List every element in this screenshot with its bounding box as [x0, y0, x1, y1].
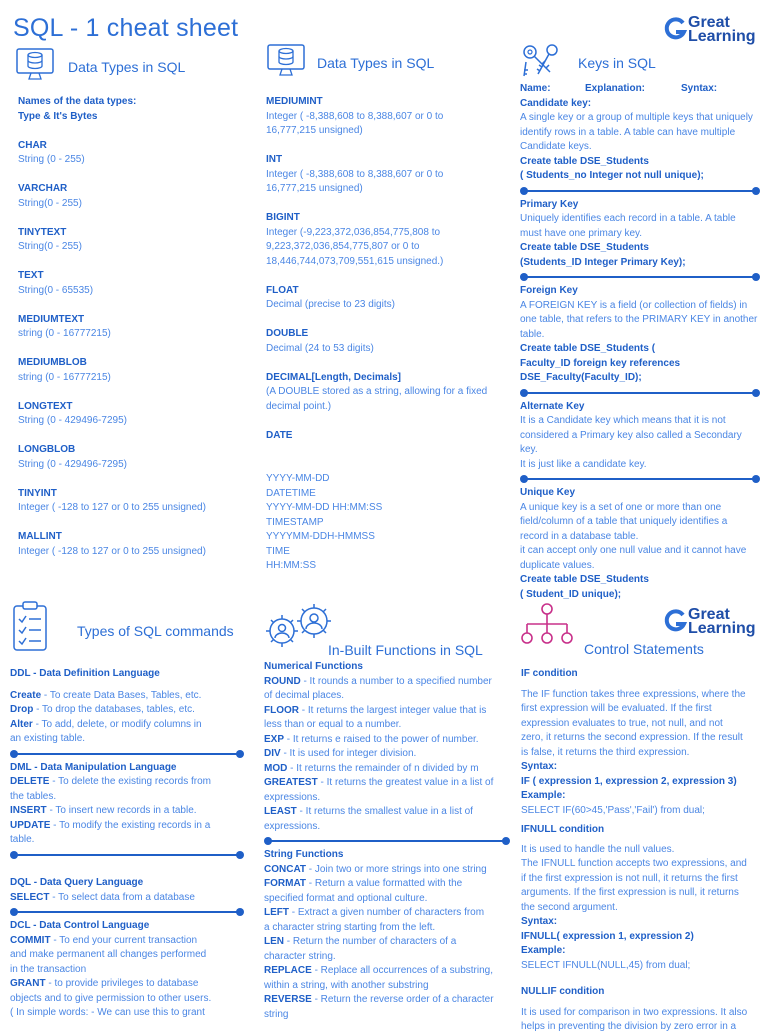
- fn-exp: EXP - It returns e raised to the power of number.: [264, 733, 479, 745]
- datatype-int: INT Integer ( -8,388,608 to 8,388,607 or 0 to 16,777,215 unsigned): [266, 154, 444, 194]
- dql-block: DQL - Data Query Language SELECT - To select data from a database: [10, 877, 195, 903]
- datatype-text: TEXT String(0 - 65535): [18, 270, 94, 296]
- hierarchy-icon: [520, 602, 574, 648]
- datatype-longblob: LONGBLOB String (0 - 429496-7295): [18, 444, 127, 470]
- control-statements-title: Control Statements: [584, 641, 704, 657]
- functions-title: In-Built Functions in SQL: [328, 642, 483, 658]
- keys-title: Keys in SQL: [578, 55, 656, 71]
- datatype-decimal: DECIMAL[Length, Decimals] (A DOUBLE stored as a string, allowing for a fixed decimal point.): [266, 371, 488, 412]
- fn-len: LEN - Return the number of characters of a character string.: [264, 936, 457, 962]
- fn-format: FORMAT - Return a value formatted with the specified format and optional culture.: [264, 878, 463, 904]
- numerical-functions-heading: Numerical Functions: [264, 661, 363, 672]
- key-alternate: Alternate Key It is a Candidate key which means that it is not considered a Primary key also called a Secondary key. It is just like a candidate key.: [520, 400, 742, 470]
- dml-block: DML - Data Manipulation Language DELETE - To delete the existing records from the tables. INSERT - To insert new records in a table. UPDATE - To modify the existing records in a table.: [10, 761, 212, 845]
- datatype-mallint: MALLINT Integer ( -128 to 127 or 0 to 255 unsigned): [18, 531, 206, 557]
- datatype-tinytext: TINYTEXT String(0 - 255): [18, 226, 82, 252]
- key-primary: Primary Key Uniquely identifies each record in a table. A table must have one primary key. Create table DSE_Students (Students_ID Integer Primary Key);: [520, 198, 736, 268]
- keys-icon: [520, 42, 566, 80]
- great-learning-logo: Great Learning: [664, 15, 758, 49]
- great-learning-logo: Great Learning: [664, 607, 758, 641]
- checklist-clipboard-icon: [10, 600, 50, 654]
- section-divider: [520, 474, 760, 484]
- data-types-title-2: Data Types in SQL: [317, 55, 435, 71]
- fn-round: ROUND - It rounds a number to a specified number of decimal places.: [264, 675, 492, 701]
- datatype-float: FLOAT Decimal (precise to 23 digits): [266, 284, 395, 310]
- gears-people-icon: [262, 601, 338, 651]
- if-condition: IF condition The IF function takes three expressions, where the first expression will be evaluated. If the first expression evaluates to true, not null, and not zero, it returns the second expression. If the result is false, it returns the third expression. Syntax: IF ( expression 1, expression 2, expression 3) Example: SELECT IF(60>45,'Pass','Fail') from dual;: [521, 668, 746, 816]
- data-types-list-2: [266, 95, 506, 574]
- string-functions-heading: String Functions: [264, 849, 344, 860]
- fn-greatest: GREATEST - It returns the greatest value in a list of expressions.: [264, 777, 494, 803]
- database-monitor-icon: [14, 46, 56, 82]
- keys-section: [520, 82, 760, 602]
- functions-section: [264, 660, 510, 1022]
- fn-reverse: REVERSE - Return the reverse order of a character string: [264, 994, 494, 1020]
- datatype-double: DOUBLE Decimal (24 to 53 digits): [266, 328, 374, 354]
- keys-header-row: Name: Explanation: Syntax:: [520, 83, 718, 94]
- section-divider: [10, 907, 244, 917]
- nullif-condition: NULLIF condition It is used for comparison in two expressions. It also helps in preventing the division by zero error in a: [521, 986, 748, 1032]
- key-candidate: Candidate key: A single key or a group of multiple keys that uniquely identify rows in a table. A table can have multiple Candidate keys. Create table DSE_Students ( Students_no Integer not null unique);: [520, 97, 753, 181]
- dcl-block: DCL - Data Control Language COMMIT - To end your current transaction and make permanent all changes performed in the transaction GRANT - to provide privileges to database objects and to give permission to other users. ( In simple words: - We can use this to grant: [10, 920, 212, 1018]
- database-monitor-icon: [265, 42, 307, 78]
- section-divider: [520, 272, 760, 282]
- control-statements-section: [521, 667, 761, 1035]
- great-learning-g-icon: [664, 609, 686, 635]
- section-divider: [520, 186, 760, 196]
- datatype-date: DATE YYYY-MM-DD DATETIME YYYY-MM-DD HH:MM:SS TIMESTAMP YYYYMM-DDH-HMMSS TIME HH:MM:SS: [266, 429, 383, 571]
- data-types-title-1: Data Types in SQL: [68, 59, 186, 75]
- sql-commands-section: [10, 667, 244, 1021]
- ddl-block: DDL - Data Definition Language Create - To create Data Bases, Tables, etc. Drop - To drop the databases, tables, etc. Alter - To add, delete, or modify columns in an existing table.: [10, 668, 202, 744]
- fn-left: LEFT - Extract a given number of characters from a character string starting from the left.: [264, 907, 485, 933]
- data-types-list-1: Names of the data types: Type & It's Bytes CHAR String (0 - 255) VARCHAR String(0 - 255) TINYTEXT String(0 - 255) TEXT String(0 - 65535) MEDIUMTEXT string (0 - 16777215) MEDIUMBLOB string (0 - 16777215) LONGTEXT String (0 - 429496-7295) LONGBLOB String (0 - 429496-7295) TINYINT Integer ( -128 to 127 or 0 to 255 unsigned) MALLINT Integer ( -128 to 127 or 0 to 255 unsigned): [18, 95, 253, 559]
- datatype-varchar: VARCHAR String(0 - 255): [18, 183, 82, 209]
- section-divider: [10, 749, 244, 759]
- datatype-char: CHAR String (0 - 255): [18, 139, 85, 165]
- datatype-tinyint: TINYINT Integer ( -128 to 127 or 0 to 255 unsigned): [18, 487, 206, 513]
- key-unique: Unique Key A unique key is a set of one or more than one field/column of a table that uniquely identifies a record in a database table. it can accept only one null value and it cannot have duplicate values. Create table DSE_Students ( Student_ID unique);: [520, 487, 747, 600]
- key-foreign: Foreign Key A FOREIGN KEY is a field (or collection of fields) in one table, that refers to the PRIMARY KEY in another table. Create table DSE_Students ( Faculty_ID foreign key references DSE_Faculty(Faculty_ID);: [520, 285, 758, 383]
- fn-concat: CONCAT - Join two or more strings into one string: [264, 863, 487, 875]
- datatype-mediumtext: MEDIUMTEXT string (0 - 16777215): [18, 313, 111, 339]
- fn-least: LEAST - It returns the smallest value in a list of expressions.: [264, 806, 473, 832]
- section-divider: [264, 836, 510, 846]
- datatype-longtext: LONGTEXT String (0 - 429496-7295): [18, 400, 127, 426]
- datatype-mediumint: MEDIUMINT Integer ( -8,388,608 to 8,388,607 or 0 to 16,777,215 unsigned): [266, 96, 444, 136]
- sql-commands-title: Types of SQL commands: [77, 623, 234, 639]
- datatype-bigint: BIGINT Integer (-9,223,372,036,854,775,808 to 9,223,372,036,854,775,807 or 0 to 18,446,744,073,709,551,615 unsigned.): [266, 212, 444, 267]
- section-divider: [520, 388, 760, 398]
- ifnull-condition: IFNULL condition It is used to handle the null values. The IFNULL function accepts two expressions, and if the first expression is not null, it returns the first arguments. If the first expression is null, it returns the second argument. Syntax: IFNULL( expression 1, expression 2) Example: SELECT IFNULL(NULL,45) from dual;: [521, 824, 747, 971]
- fn-replace: REPLACE - Replace all occurrences of a substring, within a string, with another substring: [264, 965, 493, 991]
- fn-mod: MOD - It returns the remainder of n divided by m: [264, 762, 479, 774]
- great-learning-g-icon: [664, 17, 686, 43]
- datatype-mediumblob: MEDIUMBLOB string (0 - 16777215): [18, 357, 111, 383]
- fn-floor: FLOOR - It returns the largest integer value that is less than or equal to a number.: [264, 704, 487, 730]
- section-divider: [10, 850, 244, 860]
- fn-div: DIV - It is used for integer division.: [264, 748, 417, 759]
- page-title: SQL - 1 cheat sheet: [13, 14, 239, 42]
